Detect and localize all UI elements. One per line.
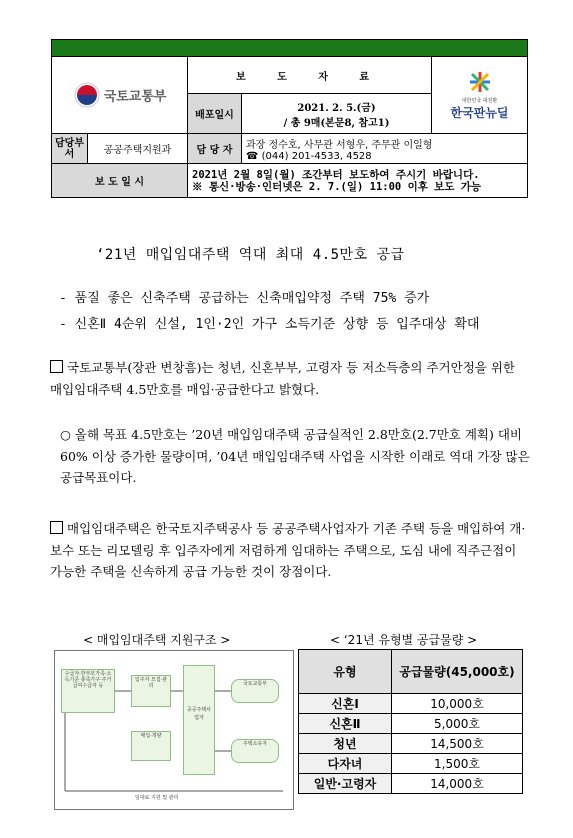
supply-type: 다자녀 xyxy=(299,754,392,774)
press-header xyxy=(51,39,528,198)
manager-names: 과장 정수호, 사무관 서형우, 주무관 이일형 xyxy=(246,139,433,151)
new-deal-logo xyxy=(432,57,528,134)
manager-label: 담 당 자 xyxy=(188,134,242,164)
subhead-2: - 신혼Ⅱ 4순위 신설, 1인·2인 가구 소득기준 상향 등 입주대상 확대 xyxy=(59,317,480,332)
paragraph-3-text: 매입임대주택은 한국토지주택공사 등 공공주택사업자가 기존 주택 등을 매입하여 개·보수 또는 리모델링 후 입주자에게 저렴하게 임대하는 주택으로, 도심 내에 직주근접이 가능한 주택을 신속하게 공급 가능한 것이 장점이다. xyxy=(50,521,526,579)
ministry-logo xyxy=(52,57,188,134)
paragraph-1-text: 국토교통부(장관 변창흠)는 청년, 신혼부부, 고령자 등 저소득층의 주거안정을 위한 매입임대주택 4.5만호를 매입·공급한다고 밝혔다. xyxy=(50,360,515,397)
diagram-manage-box: 입주자 모집·관리 xyxy=(131,675,171,707)
supply-type: 청년 xyxy=(299,734,392,754)
supply-amount: 1,500호 xyxy=(392,754,523,774)
ministry-emblem-icon xyxy=(73,81,101,109)
distribution-info xyxy=(242,94,432,134)
supply-amount: 5,000호 xyxy=(392,714,523,734)
caption-support-structure: < 매입임대주택 지원구조 > xyxy=(83,633,231,647)
supply-amount: 14,500호 xyxy=(392,734,523,754)
paragraph-2 xyxy=(60,424,530,489)
dept-label: 담당부서 xyxy=(52,134,88,164)
supply-type: 신혼Ⅱ xyxy=(299,714,392,734)
checkbox-bullet-icon xyxy=(50,360,63,373)
diagram-buy-box: 매입·개량 xyxy=(131,731,171,761)
supply-type: 일반·고령자 xyxy=(299,774,392,794)
headline: ‘21년 매입임대주택 역대 최대 4.5만호 공급 xyxy=(96,247,405,263)
dept-value: 공공주택지원과 xyxy=(88,134,188,164)
diagram-foot: 임대료 지원 및 관리 xyxy=(135,795,179,801)
diagram-ministry-box: 국토교통부 xyxy=(231,679,279,703)
supply-col-type: 유형 xyxy=(299,650,392,694)
manager-info xyxy=(242,134,528,164)
report-info xyxy=(188,164,528,198)
report-line2: ※ 통신·방송·인터넷은 2. 7.(일) 11:00 이후 보도 가능 xyxy=(192,180,482,193)
distribution-label: 배포일시 xyxy=(188,94,242,134)
support-structure-diagram xyxy=(54,650,294,810)
paragraph-2-text: 올해 목표 4.5만호는 ’20년 매입임대주택 공급실적인 2.8만호(2.7만호 계획) 대비 60% 이상 증가한 물량이며, ’04년 매입임대주택 사업을 시작한 이래로 역대 가장 많은 공급목표이다. xyxy=(60,427,530,485)
distribution-pages: / 총 9매(본문8, 참고1) xyxy=(283,117,390,129)
caption-supply-amount: < ‘21년 유형별 공급물량 > xyxy=(330,633,478,647)
supply-type: 신혼Ⅰ xyxy=(299,694,392,714)
new-deal-star-icon xyxy=(467,70,493,94)
report-line1: 2021년 2월 8일(월) 조간부터 보도하여 주시기 바랍니다. xyxy=(192,168,480,181)
subhead-1: - 품질 좋은 신축주택 공급하는 신축매입약정 주택 75% 증가 xyxy=(59,291,430,306)
ministry-name: 국토교통부 xyxy=(103,89,167,105)
checkbox-bullet-icon xyxy=(50,521,63,534)
diagram-owner-box: 주택소유자 xyxy=(231,739,279,763)
supply-amount: 10,000호 xyxy=(392,694,523,714)
supply-amount: 14,000호 xyxy=(392,774,523,794)
new-deal-small: 대한민국 대전환 xyxy=(461,97,498,104)
circle-bullet-icon: ○ xyxy=(60,427,75,442)
diagram-operator-box: 공공주택사업자 xyxy=(183,665,215,775)
new-deal-big: 한국판뉴딜 xyxy=(450,105,509,120)
supply-table xyxy=(298,649,523,794)
manager-phone: ☎ (044) 201-4533, 4528 xyxy=(246,150,372,162)
paragraph-3 xyxy=(50,518,530,583)
doc-title: 보 도 자 료 xyxy=(188,57,432,94)
supply-col-amount: 공급물량(45,000호) xyxy=(392,650,523,694)
report-label: 보 도 일 시 xyxy=(52,164,188,198)
paragraph-1 xyxy=(50,357,530,400)
diagram-tenant-box: 수급자·한부모가족·소득기준 충족가구·주거급여수급자 등 xyxy=(61,669,115,713)
header-green-bar xyxy=(52,40,528,57)
distribution-date: 2021. 2. 5.(금) xyxy=(297,102,376,114)
